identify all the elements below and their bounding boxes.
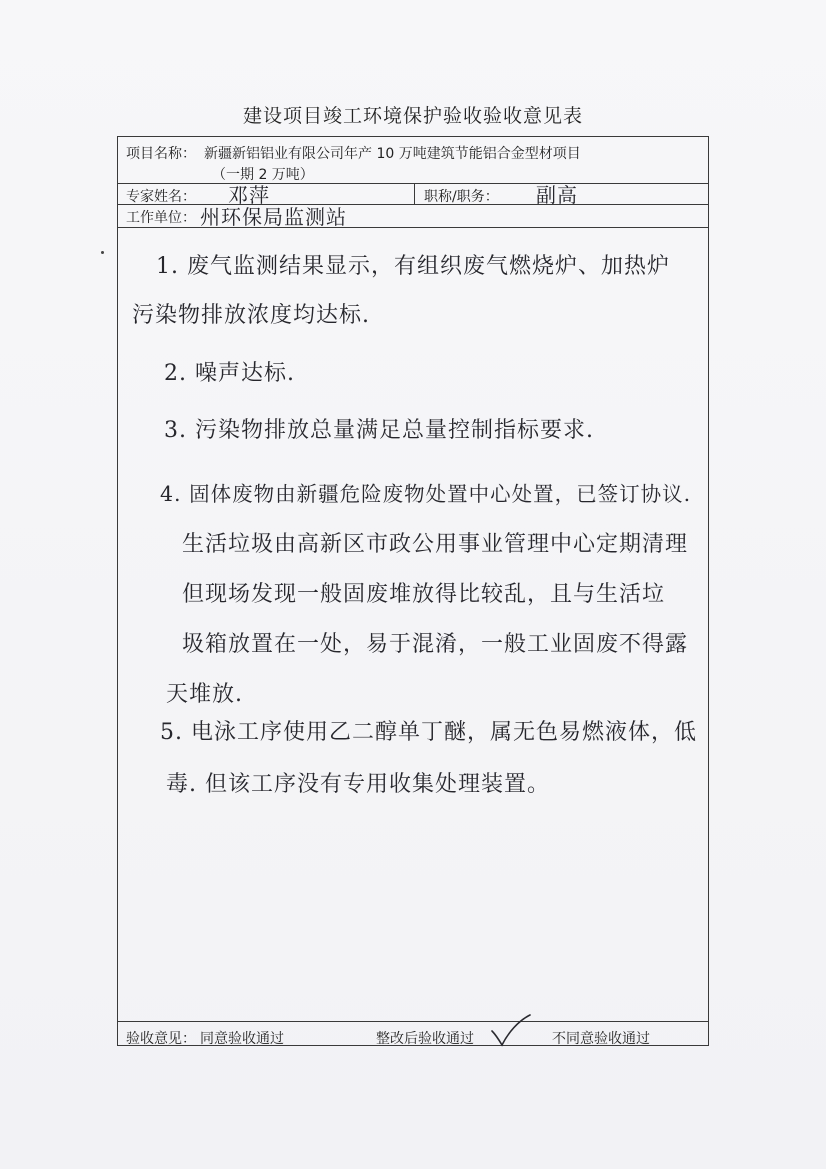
expert-unit-value: 州环保局监测站 bbox=[200, 205, 347, 229]
opinion-line: 2. 噪声达标. bbox=[164, 361, 295, 386]
acceptance-option-reject: 不同意验收通过 bbox=[552, 1031, 650, 1047]
opinion-line: 5. 电泳工序使用乙二醇单丁醚，属无色易燃液体，低 bbox=[160, 720, 697, 745]
margin-mark bbox=[101, 251, 104, 254]
opinion-line: 圾箱放置在一处，易于混淆，一般工业固废不得露 bbox=[182, 632, 689, 657]
opinion-line: 毒. 但该工序没有专用收集处理装置。 bbox=[166, 772, 550, 797]
opinion-line: 4. 固体废物由新疆危险废物处置中心处置，已签订协议. bbox=[160, 482, 692, 506]
acceptance-option-rectify: 整改后验收通过 bbox=[376, 1031, 474, 1047]
acceptance-option-approve: 同意验收通过 bbox=[200, 1031, 284, 1047]
opinion-line: 1. 废气监测结果显示，有组织废气燃烧炉、加热炉 bbox=[156, 254, 670, 279]
opinion-line: 但现场发现一般固废堆放得比较乱，且与生活垃 bbox=[182, 582, 666, 607]
expert-title-value: 副高 bbox=[536, 183, 578, 207]
project-name-label: 项目名称： bbox=[126, 146, 196, 162]
project-name-line2: （一期 2 万吨） bbox=[212, 167, 314, 183]
row-divider bbox=[118, 183, 708, 184]
row-divider bbox=[118, 227, 708, 228]
check-mark-icon bbox=[490, 1013, 532, 1049]
acceptance-label: 验收意见： bbox=[126, 1031, 196, 1047]
document-title: 建设项目竣工环境保护验收验收意见表 bbox=[242, 105, 583, 127]
expert-unit-label: 工作单位： bbox=[126, 210, 196, 226]
opinion-line: 污染物排放浓度均达标. bbox=[132, 303, 370, 328]
opinion-line: 3. 污染物排放总量满足总量控制指标要求. bbox=[164, 418, 594, 443]
row-divider bbox=[118, 1021, 708, 1022]
opinion-line: 生活垃圾由高新区市政公用事业管理中心定期清理 bbox=[182, 532, 689, 557]
column-divider bbox=[414, 183, 415, 204]
expert-title-label: 职称/职务： bbox=[424, 189, 499, 205]
opinion-form bbox=[117, 136, 709, 1046]
opinion-line: 天堆放. bbox=[166, 682, 243, 707]
expert-name-value: 邓萍 bbox=[228, 183, 270, 207]
expert-name-label: 专家姓名： bbox=[126, 189, 196, 205]
project-name-line1: 新疆新铝铝业有限公司年产 10 万吨建筑节能铝合金型材项目 bbox=[204, 146, 581, 162]
